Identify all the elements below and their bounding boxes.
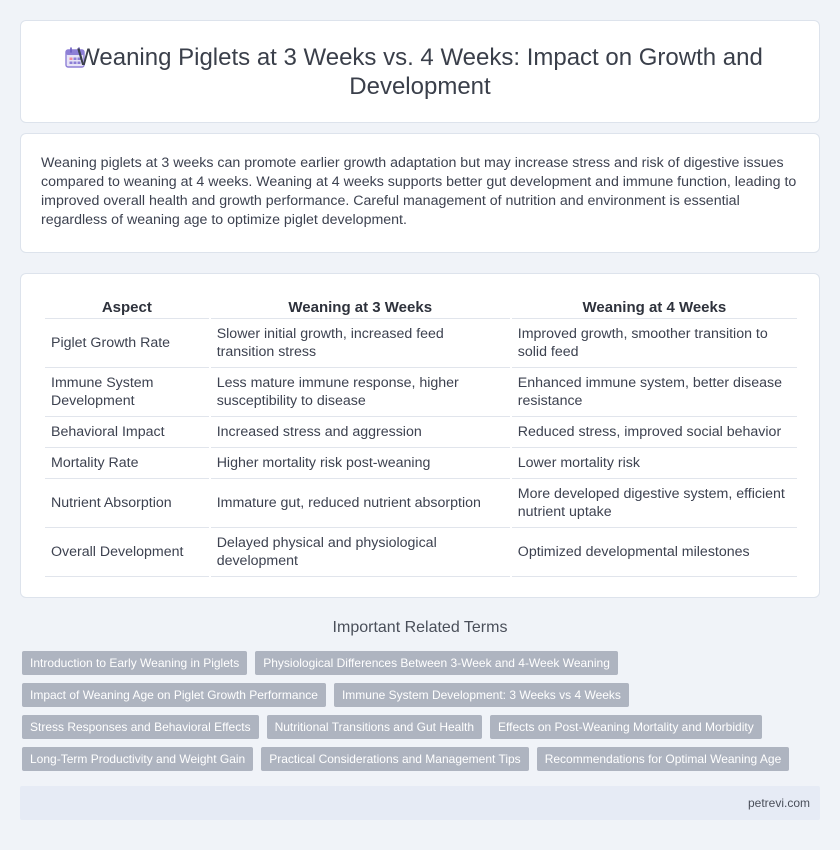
table-cell-4-weeks: More developed digestive system, efficient nutrient uptake bbox=[512, 479, 797, 528]
comparison-table-card bbox=[20, 273, 820, 598]
header-card bbox=[20, 20, 820, 123]
summary-text: Weaning piglets at 3 weeks can promote earlier growth adaptation but may increase stress and risk of digestive issues compared to weaning at 4 weeks. Weaning at 4 weeks supports better gut development and immune function, leading to improved overall health and growth performance. Careful management of nutrition and environment is essential regardless of weaning age to optimize piglet development. bbox=[41, 155, 797, 228]
table-cell-aspect: Overall Development bbox=[45, 528, 209, 577]
table-row bbox=[45, 448, 797, 479]
table-cell-3-weeks: Immature gut, reduced nutrient absorption bbox=[211, 479, 510, 528]
related-term-chip[interactable]: Effects on Post-Weaning Mortality and Morbidity bbox=[490, 715, 762, 739]
column-header-aspect: Aspect bbox=[45, 296, 209, 319]
table-cell-3-weeks: Higher mortality risk post-weaning bbox=[211, 448, 510, 479]
table-cell-4-weeks: Improved growth, smoother transition to solid feed bbox=[512, 319, 797, 368]
table-row bbox=[45, 417, 797, 448]
table-cell-3-weeks: Slower initial growth, increased feed transition stress bbox=[211, 319, 510, 368]
table-cell-4-weeks: Reduced stress, improved social behavior bbox=[512, 417, 797, 448]
related-term-chip[interactable]: Nutritional Transitions and Gut Health bbox=[267, 715, 482, 739]
footer-site-link[interactable]: petrevi.com bbox=[747, 796, 810, 810]
table-cell-3-weeks: Less mature immune response, higher susceptibility to disease bbox=[211, 368, 510, 417]
table-cell-4-weeks: Lower mortality risk bbox=[512, 448, 797, 479]
table-row bbox=[45, 479, 797, 528]
related-term-chip[interactable]: Long-Term Productivity and Weight Gain bbox=[22, 747, 253, 771]
footer bbox=[20, 786, 820, 820]
table-row bbox=[45, 319, 797, 368]
comparison-table bbox=[43, 296, 799, 577]
table-cell-3-weeks: Delayed physical and physiological development bbox=[211, 528, 510, 577]
table-cell-aspect: Piglet Growth Rate bbox=[45, 319, 209, 368]
summary-card bbox=[20, 133, 820, 253]
table-cell-4-weeks: Optimized developmental milestones bbox=[512, 528, 797, 577]
table-header-row bbox=[45, 296, 797, 319]
column-header-4-weeks: Weaning at 4 Weeks bbox=[512, 296, 797, 319]
column-header-3-weeks: Weaning at 3 Weeks bbox=[211, 296, 510, 319]
related-term-chip[interactable]: Impact of Weaning Age on Piglet Growth Performance bbox=[22, 683, 326, 707]
table-cell-aspect: Immune System Development bbox=[45, 368, 209, 417]
related-terms-list bbox=[22, 651, 802, 779]
related-term-chip[interactable]: Practical Considerations and Management Tips bbox=[261, 747, 528, 771]
table-row bbox=[45, 528, 797, 577]
page-title: Weaning Piglets at 3 Weeks vs. 4 Weeks: Impact on Growth and Development bbox=[77, 44, 763, 100]
related-terms-title: Important Related Terms bbox=[332, 619, 508, 636]
table-cell-3-weeks: Increased stress and aggression bbox=[211, 417, 510, 448]
related-term-chip[interactable]: Stress Responses and Behavioral Effects bbox=[22, 715, 259, 739]
related-term-chip[interactable]: Introduction to Early Weaning in Piglets bbox=[22, 651, 247, 675]
table-cell-aspect: Behavioral Impact bbox=[45, 417, 209, 448]
related-term-chip[interactable]: Recommendations for Optimal Weaning Age bbox=[537, 747, 790, 771]
table-row bbox=[45, 368, 797, 417]
related-term-chip[interactable]: Immune System Development: 3 Weeks vs 4 Weeks bbox=[334, 683, 629, 707]
table-cell-aspect: Nutrient Absorption bbox=[45, 479, 209, 528]
table-cell-4-weeks: Enhanced immune system, better disease resistance bbox=[512, 368, 797, 417]
related-term-chip[interactable]: Physiological Differences Between 3-Week and 4-Week Weaning bbox=[255, 651, 618, 675]
table-cell-aspect: Mortality Rate bbox=[45, 448, 209, 479]
